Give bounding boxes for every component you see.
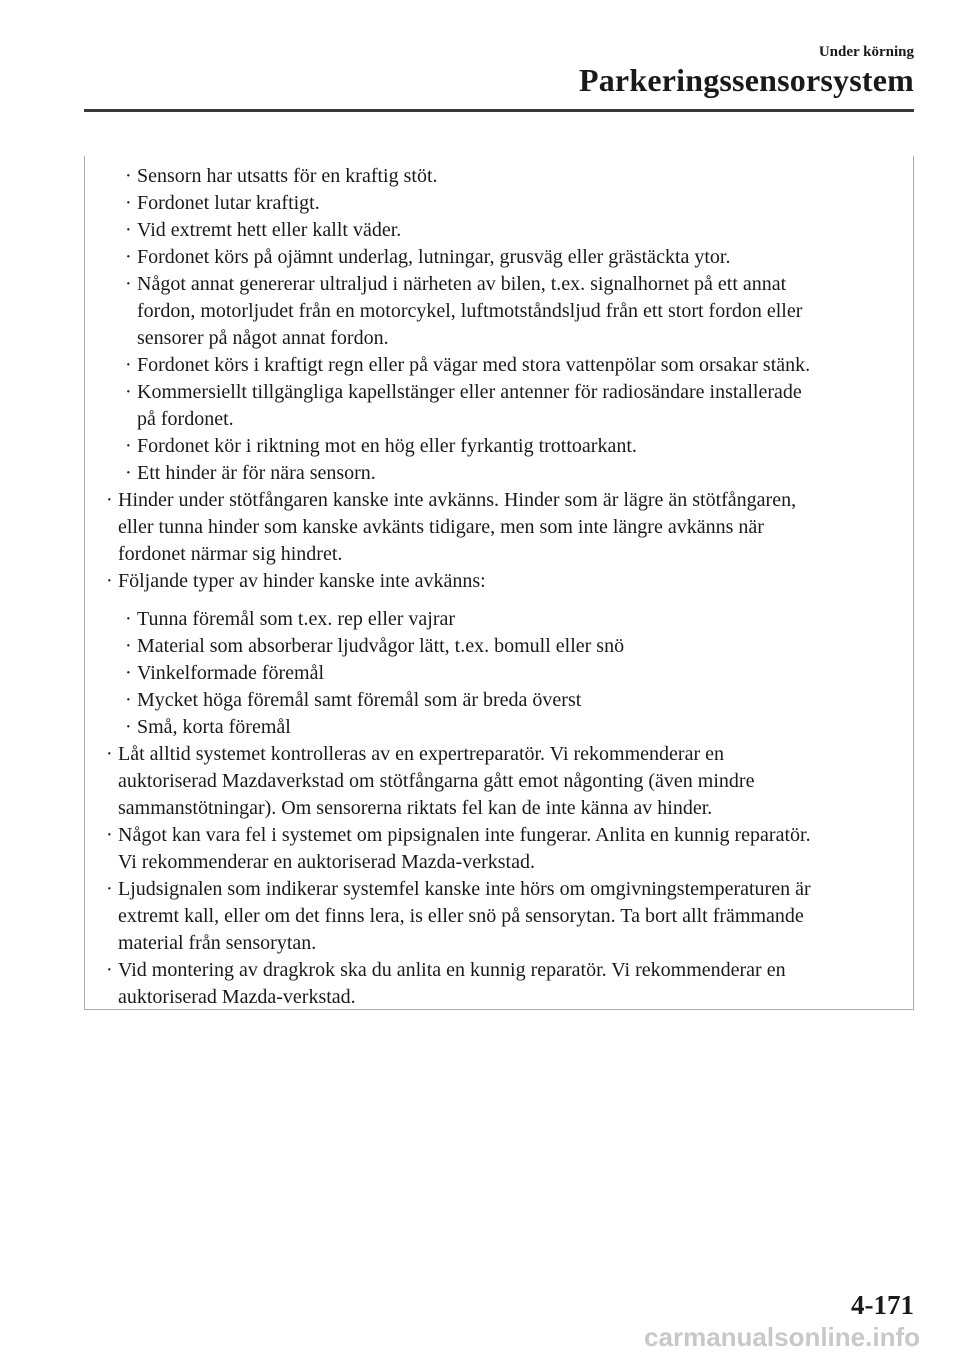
list-item-line: Vid extremt hett eller kallt väder.: [137, 219, 402, 241]
bullet-icon: ·: [125, 435, 132, 457]
list-item-line: Följande typer av hinder kanske inte avkänns:: [118, 570, 486, 592]
bullet-icon: ·: [125, 689, 132, 711]
list-item-line: sammanstötningar). Om sensorerna riktats fel kan de inte känna av hinder.: [118, 797, 713, 819]
list-item: [125, 271, 913, 352]
list-item-line: Ett hinder är för nära sensorn.: [137, 462, 376, 484]
list-item-line: Fordonet lutar kraftigt.: [137, 192, 320, 214]
list-item: [106, 822, 913, 876]
list-item: [106, 876, 913, 957]
list-item-line: sensorer på något annat fordon.: [137, 327, 389, 349]
bullet-icon: ·: [125, 716, 132, 738]
bullet-icon: ·: [106, 570, 113, 592]
list-item: [125, 190, 913, 217]
list-item: [106, 741, 913, 822]
list-item-line: auktoriserad Mazdaverkstad om stötfångarna gått emot någonting (även mindre: [118, 770, 755, 792]
list-item-line: Fordonet körs i kraftigt regn eller på vägar med stora vattenpölar som orsakar stänk.: [137, 354, 811, 376]
list-item: [125, 244, 913, 271]
list-item: [125, 633, 913, 660]
list-item-line: Sensorn har utsatts för en kraftig stöt.: [137, 165, 438, 187]
list-item-line: Något kan vara fel i systemet om pipsignalen inte fungerar. Anlita en kunnig reparatör.: [118, 824, 811, 846]
list-item-line: fordonet närmar sig hindret.: [118, 543, 343, 565]
page-title: Parkeringssensorsystem: [578, 62, 914, 98]
list-item-line: Fordonet kör i riktning mot en hög eller fyrkantig trottoarkant.: [137, 435, 637, 457]
list-item-line: auktoriserad Mazda-verkstad.: [118, 986, 356, 1008]
list-item: [106, 487, 913, 568]
list-item: [125, 163, 913, 190]
list-item-line: på fordonet.: [137, 408, 234, 430]
header-rule: [84, 109, 914, 112]
list-item-line: Något annat genererar ultraljud i närheten av bilen, t.ex. signalhornet på ett annat: [137, 273, 787, 295]
list-item: [125, 352, 913, 379]
list-item: [125, 714, 913, 741]
bullet-icon: ·: [125, 219, 132, 241]
watermark: carmanualsonline.info: [644, 1322, 920, 1352]
bullet-icon: ·: [106, 489, 113, 511]
list-item: [106, 957, 913, 1011]
main-list-recommendations: [85, 741, 913, 1011]
list-item-line: Material som absorberar ljudvågor lätt, t.ex. bomull eller snö: [137, 635, 625, 657]
list-item: [125, 379, 913, 433]
list-item-line: eller tunna hinder som kanske avkänts tidigare, men som inte längre avkänns när: [118, 516, 764, 538]
bullet-icon: ·: [125, 246, 132, 268]
bullet-icon: ·: [125, 381, 132, 403]
bullet-icon: ·: [125, 192, 132, 214]
list-item-line: Hinder under stötfångaren kanske inte avkänns. Hinder som är lägre än stötfångaren,: [118, 489, 797, 511]
main-list-obstacles: [85, 487, 913, 595]
list-item: [106, 568, 913, 595]
list-item-line: Vinkelformade föremål: [137, 662, 325, 684]
list-item-line: Små, korta föremål: [137, 716, 291, 738]
content-box: [84, 156, 914, 1010]
page-number: 4-171: [851, 1290, 914, 1320]
bullet-icon: ·: [106, 824, 113, 846]
list-item-line: Ljudsignalen som indikerar systemfel kanske inte hörs om omgivningstemperaturen är: [118, 878, 811, 900]
section-label: Under körning: [818, 44, 914, 60]
bullet-icon: ·: [106, 959, 113, 981]
list-item-line: Fordonet körs på ojämnt underlag, lutningar, grusväg eller grästäckta ytor.: [137, 246, 731, 268]
list-item: [125, 460, 913, 487]
list-item: [125, 606, 913, 633]
list-item-line: Mycket höga föremål samt föremål som är breda överst: [137, 689, 582, 711]
bullet-icon: ·: [125, 462, 132, 484]
sub-list-conditions: [85, 163, 913, 487]
list-item: [125, 660, 913, 687]
list-item-line: Låt alltid systemet kontrolleras av en expertreparatör. Vi rekommenderar en: [118, 743, 724, 765]
list-item: [125, 217, 913, 244]
bullet-icon: ·: [125, 354, 132, 376]
bullet-icon: ·: [106, 878, 113, 900]
bullet-icon: ·: [125, 635, 132, 657]
list-item-line: fordon, motorljudet från en motorcykel, luftmotståndsljud från ett stort fordon eller: [137, 300, 803, 322]
list-item: [125, 687, 913, 714]
list-item-line: material från sensorytan.: [118, 932, 317, 954]
list-item-line: extremt kall, eller om det finns lera, is eller snö på sensorytan. Ta bort allt främmande: [118, 905, 804, 927]
list-item-line: Tunna föremål som t.ex. rep eller vajrar: [137, 608, 456, 630]
bullet-icon: ·: [106, 743, 113, 765]
bullet-icon: ·: [125, 662, 132, 684]
list-item-line: Vid montering av dragkrok ska du anlita en kunnig reparatör. Vi rekommenderar en: [118, 959, 786, 981]
bullet-icon: ·: [125, 165, 132, 187]
list-item-line: Kommersiellt tillgängliga kapellstänger eller antenner för radiosändare installerade: [137, 381, 802, 403]
bullet-icon: ·: [125, 273, 132, 295]
sub-list-object-types: [85, 606, 913, 741]
list-item-line: Vi rekommenderar en auktoriserad Mazda-verkstad.: [118, 851, 535, 873]
list-item: [125, 433, 913, 460]
bullet-icon: ·: [125, 608, 132, 630]
